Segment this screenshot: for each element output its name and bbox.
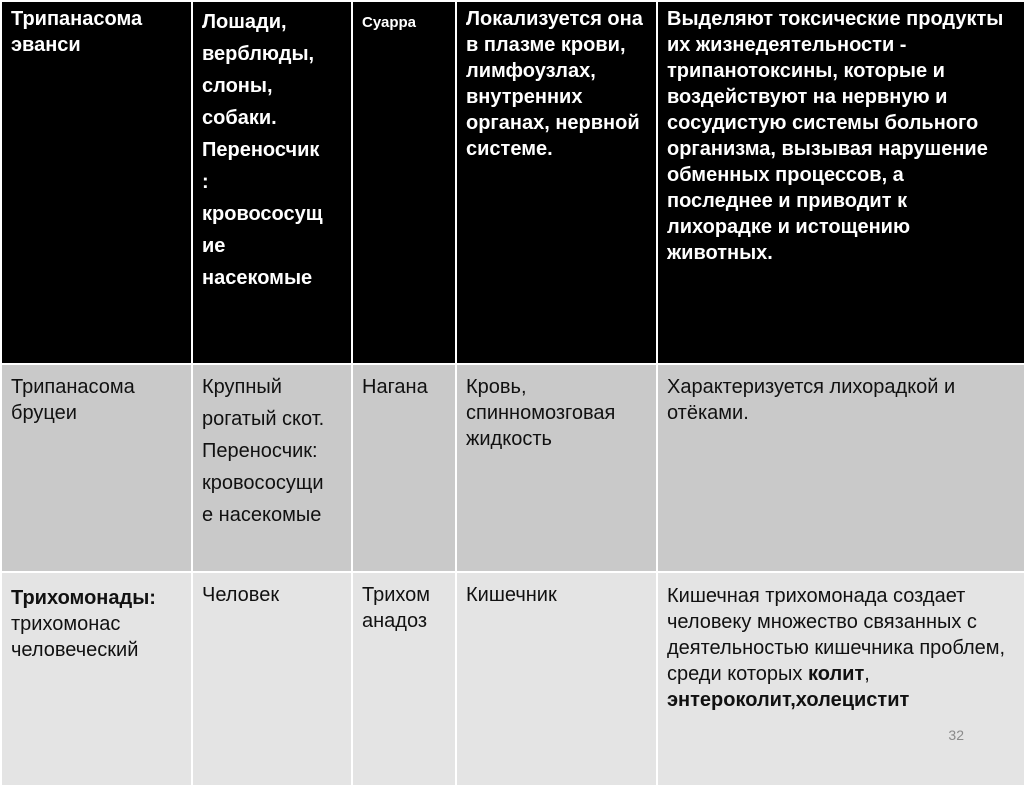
- organism-name: трихомонас человеческий: [11, 613, 139, 661]
- hosts-line: кровососущи: [202, 472, 324, 494]
- hosts-line: :: [202, 171, 209, 193]
- localization-text: Локализуется она в плазме крови, лимфоузлах, внутренних органах, нервной системе.: [466, 8, 643, 160]
- localization-text: Кишечник: [466, 584, 557, 606]
- hosts-cell: [192, 364, 352, 572]
- description-text: Выделяют токсические продукты их жизнедеятельности - трипанотоксины, которые и воздействуют на нервную и сосудистую системы больного организма, вызывая нарушение обменных процессов, а последнее и приводит к лихорадке и истощению животных.: [667, 8, 1004, 264]
- description-emphasis: энтероколит,холецистит: [667, 689, 910, 711]
- disease-cell: [352, 572, 456, 786]
- hosts-line: е насекомые: [202, 504, 322, 526]
- disease-cell: [352, 364, 456, 572]
- disease-name: Нагана: [362, 376, 428, 398]
- organism-cell: [1, 572, 192, 786]
- description-separator: ,: [864, 663, 870, 685]
- hosts-line: кровососущ: [202, 203, 323, 225]
- description-cell: [657, 1, 1024, 364]
- localization-cell: [456, 364, 657, 572]
- localization-cell: [456, 572, 657, 786]
- hosts-cell: [192, 1, 352, 364]
- hosts-line: Человек: [202, 584, 280, 606]
- description-cell: [657, 364, 1024, 572]
- description-text: Характеризуется лихорадкой и отёками.: [667, 376, 956, 424]
- localization-text: Кровь, спинномозговая жидкость: [466, 376, 616, 450]
- hosts-line: Переносчик: [202, 139, 320, 161]
- description-text: Кишечная трихомонада создает человеку множество связанных с деятельностью кишечника проблем, среди которых: [667, 585, 1006, 685]
- organism-name: Трипанасома бруцеи: [11, 376, 135, 424]
- table-row: [1, 1, 1024, 364]
- disease-cell: [352, 1, 456, 364]
- organism-cell: [1, 1, 192, 364]
- hosts-line: верблюды,: [202, 43, 315, 65]
- organism-group-title: Трихомонады:: [11, 587, 156, 609]
- hosts-line: Крупный: [202, 376, 282, 398]
- hosts-line: собаки.: [202, 107, 277, 129]
- hosts-line: ие: [202, 235, 226, 257]
- hosts-cell: [192, 572, 352, 786]
- hosts-line: насекомые: [202, 267, 313, 289]
- disease-name: Трихом анадоз: [362, 584, 431, 632]
- slide-number: 32: [948, 727, 964, 743]
- hosts-line: слоны,: [202, 75, 273, 97]
- table-row: [1, 364, 1024, 572]
- hosts-line: Переносчик:: [202, 440, 318, 462]
- organism-cell: [1, 364, 192, 572]
- table-row: [1, 572, 1024, 786]
- hosts-line: рогатый скот.: [202, 408, 325, 430]
- organism-name: Трипанасома эванси: [11, 8, 143, 56]
- description-cell: [657, 572, 1024, 786]
- description-emphasis: колит: [807, 663, 865, 685]
- hosts-line: Лошади,: [202, 11, 287, 33]
- localization-cell: [456, 1, 657, 364]
- disease-name: Суарра: [362, 14, 416, 31]
